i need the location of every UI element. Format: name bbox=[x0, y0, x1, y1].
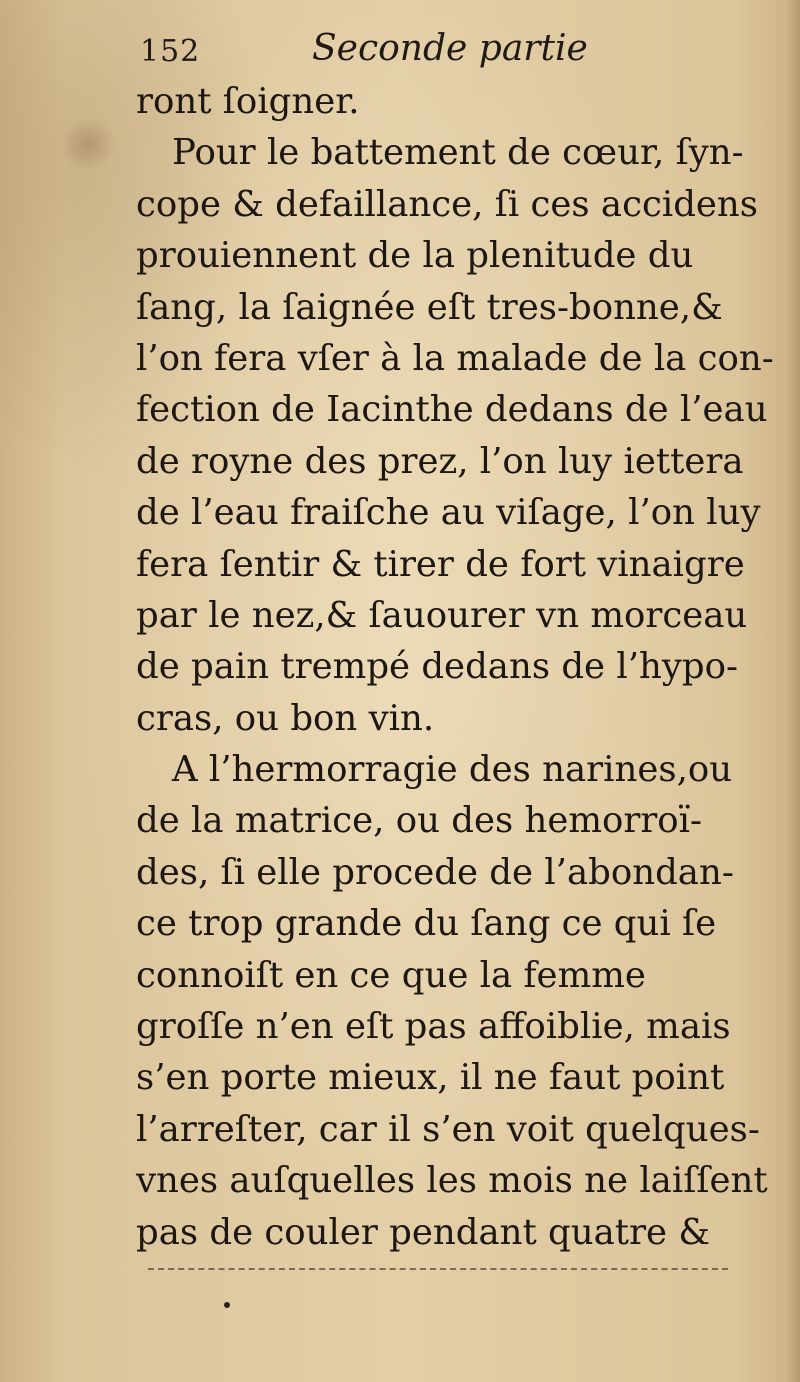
text-line: pas de couler pendant quatre & bbox=[136, 1211, 710, 1253]
text-line: prouiennent de la plenitude du bbox=[136, 235, 694, 277]
page-number: 152 bbox=[140, 34, 201, 69]
text-line: par le nez,& ſauourer vn morceau bbox=[136, 594, 748, 636]
text-line: vnes auſquelles les mois ne laiſſent bbox=[136, 1160, 768, 1202]
text-line: cope & defaillance, ſi ces accidens bbox=[136, 183, 759, 225]
text-line: de l’eau fraiſche au viſage, l’on luy bbox=[136, 492, 761, 534]
page-edge-shadow bbox=[786, 0, 800, 1382]
text-line: l’on fera vſer à la malade de la con- bbox=[136, 337, 774, 379]
ink-dot bbox=[224, 1302, 230, 1308]
text-line: de pain trempé dedans de l’hypo- bbox=[136, 646, 738, 688]
text-line: ce trop grande du ſang ce qui ſe bbox=[136, 903, 717, 945]
page-header bbox=[140, 28, 740, 78]
text-line: cras, ou bon vin. bbox=[136, 697, 435, 739]
page-bottom-rule bbox=[148, 1268, 728, 1270]
text-line: ſang, la ſaignée eſt tres-bonne,& bbox=[136, 286, 723, 328]
text-line: ront ſoigner. bbox=[136, 81, 360, 122]
text-line: des, ſi elle procede de l’abondan- bbox=[136, 851, 734, 893]
text-line: fera ſentir & tirer de fort vinaigre bbox=[136, 543, 745, 585]
body-text bbox=[136, 76, 774, 1258]
text-line: A l’hermorragie des narines,ou bbox=[172, 749, 733, 791]
paper-stain bbox=[58, 118, 118, 170]
text-line: groſſe n’en eſt pas affoiblie, mais bbox=[136, 1006, 731, 1048]
text-line: s’en porte mieux, il ne faut point bbox=[136, 1057, 725, 1099]
text-line: fection de Iacinthe dedans de l’eau bbox=[136, 389, 768, 431]
text-line: l’arreſter, car il s’en voit quelques- bbox=[136, 1108, 760, 1150]
running-title: Seconde partie bbox=[312, 28, 588, 69]
text-line: connoiſt en ce que la femme bbox=[136, 954, 646, 996]
text-line: de royne des prez, l’on luy iettera bbox=[136, 440, 744, 482]
text-line: Pour le battement de cœur, ſyn- bbox=[172, 132, 744, 174]
text-line: de la matrice, ou des hemorroï- bbox=[136, 800, 703, 842]
